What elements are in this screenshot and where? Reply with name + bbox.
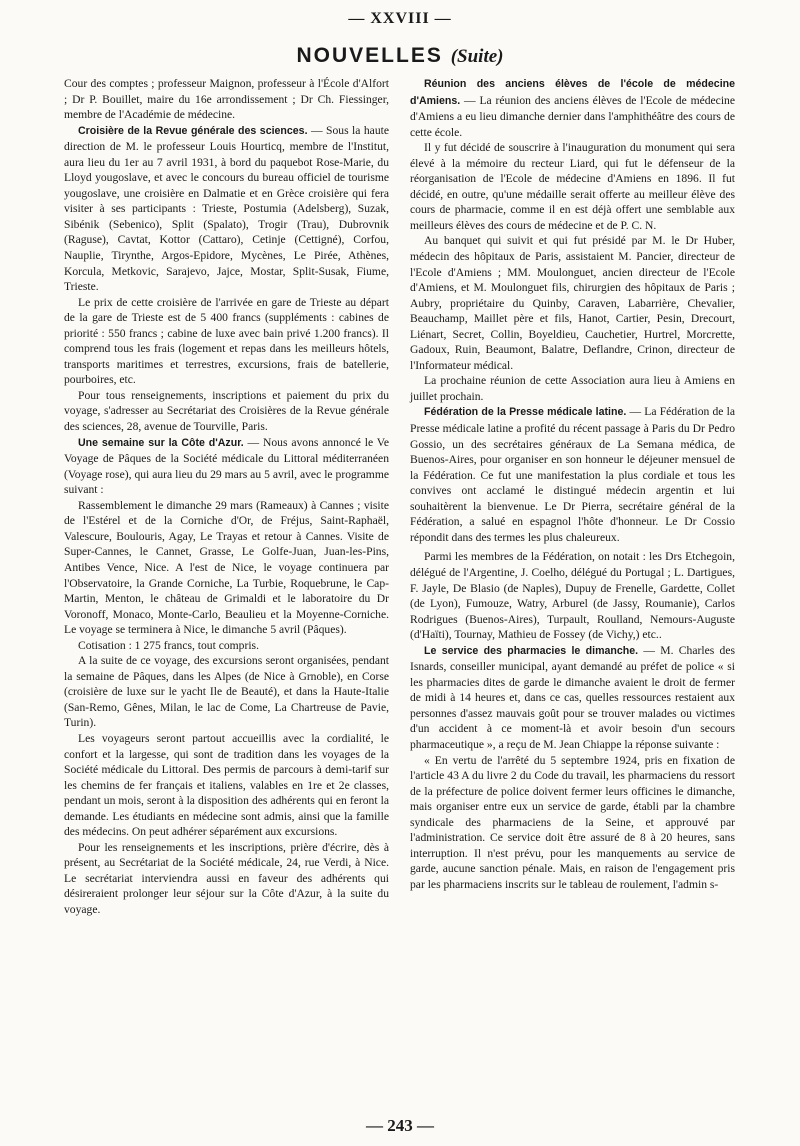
paragraph-inscriptions: Pour les renseignements et les inscriptions, prière d'écrire, dès à présent, au Secrétariat de la Société médicale, 24, rue Verdi, à Nice. Le secrétariat interviendra aussi en faveur des adhérents qui désireraient prolonger leur séjour sur la Côte d'Azur, à la suite du voyage.: [64, 840, 389, 916]
paragraph-voyageurs: Les voyageurs seront partout accueillis avec la cordialité, le confort et la largesse, qui sont de tradition dans les voyages de la Société médicale du Littoral. Des permis de parcours à demi-tarif sur les chemins de fer français et italiens, valables en 1re et 2e classes, pendant un mois, seront à la disposition des adhérents qui en feront la demande. Les étudiants en médecine sont admis, ainsi que la famille des médecins. On peut adhérer séparément aux excursions.: [64, 731, 389, 839]
rubric-semaine-cote-azur: Une semaine sur la Côte d'Azur.: [78, 436, 244, 449]
rubric-reunion-amiens: Réunion des anciens élèves de l'école de médecine d'Amiens.: [410, 78, 735, 107]
rubric-federation-presse: Fédération de la Presse médicale latine.: [424, 406, 627, 419]
paragraph-service-pharmacies: [410, 643, 735, 753]
semaine-text: — Nous avons annoncé le Ve Voyage de Pâques de la Société médicale du Littoral méditerranéen (Voyage rose), qui aura lieu du 29 mars au 5 avril, avec le programme suivant :: [64, 435, 389, 497]
paragraph-semaine: [64, 435, 389, 498]
page-roman-numeral: — XXVIII —: [348, 10, 452, 27]
paragraph-renseignements: Pour tous renseignements, inscriptions et paiement du prix du voyage, s'adresser au Secrétariat des Croisières de la Revue générale des sciences, 28, avenue de Tourville, Paris.: [64, 388, 389, 434]
paragraph-banquet: Au banquet qui suivit et qui fut présidé par M. le Dr Huber, médecin des hôpitaux de Paris, assistaient M. Pancier, directeur de l'Ecole d'Amiens ; MM. Moulonguet, ancien directeur de l'Ecole d'Amiens, et M. Moulonguet fils, chirurgien des hôpitaux de Paris ; Aubry, propriétaire du Quinby, Caraven, Labarrière, Chevalier, Beauchamp, Maillet père et fils, Hanot, Cartier, Pesin, Drecourt, Liénart, Secret, Collin, Boyeldieu, Cauchetier, Hurtrel, Morcrette, Gadoux, Ruin, Beaumont, Balatre, Deflandre, Crinon, directeur de l'Informateur médical.: [410, 234, 735, 372]
rubric-croisiere: Croisière de la Revue générale des sciences.: [78, 124, 308, 137]
rubric-service-pharmacies: Le service des pharmacies le dimanche.: [424, 644, 639, 657]
paragraph-cour-des-comptes: Cour des comptes ; professeur Maignon, professeur à l'École d'Alfort ; Dr P. Bouillet, maire du 16e arrondissement ; Dr Ch. Fiessinger, membre de l'Académie de médecine.: [64, 77, 389, 122]
section-title-main: NOUVELLES: [296, 44, 443, 67]
paragraph-federation: [410, 404, 735, 545]
paragraph-arrete: « En vertu de l'arrêté du 5 septembre 1924, pris en fixation de l'article 43 A du livre 2 du Code du travail, les pharmaciens du ressort de la préfecture de police doivent fermer leurs officines le dimanche, mais organiser entre eux un service de garde, établi par la chambre syndicale des pharmaciens de la Seine, et approuvé par l'administration. Ce service doit être assuré de 8 à 20 heures, sans interruption. Il n'est prévu, pour les manquements au service de garde, aucune sanction pénale. Mais, en raison de l'engagement pris par les pharmaciens inscrits sur le tableau de roulement, l'admin s-: [410, 753, 735, 891]
paragraph-croisiere: [64, 123, 389, 295]
croisiere-text: — Sous la haute direction de M. le professeur Louis Hourticq, membre de l'Institut, aura lieu du 1er au 7 avril 1931, à bord du paquebot Rose-Marie, du Lloyd yougoslave, et avec le concours du bureau officiel de tourisme yougoslave, une croisière en Dalmatie et en Grèce croisière qui fera visiter à ses participants : Trieste, Postumia (Adelsberg), Suzak, Sibénik (Sebenico), Split (Spalato), Trogir (Trau), Dubrovnik (Raguse), Cavtat, Kottor (Cattaro), Cetinje (Cettigné), Corfou, Nauplie, Tirynthe, Argos-Epidore, Mycènes, Le Pirée, Athènes, Korcula, Metkovic, Sarajevo, Jajce, Mostar, Split-Susak, Fiume, Trieste.: [64, 123, 389, 294]
reunion-text: — La réunion des anciens élèves de l'Ecole de médecine d'Amiens a eu lieu dimanche dernier dans l'amphithéâtre des cours de cette école.: [410, 93, 735, 139]
federation-text: — La Fédération de la Presse médicale latine a profité du récent passage à Paris du Dr Pedro Gossio, un des secrétaires généraux de La Semana médica, de Buenos-Aires, pour organiser en son honneur le déjeuner mensuel de la Fédération. Ce fut une manifestation la plus cordiale et tous les convives ont acclamé le distingué médecin argentin et lui souhaitèrent la bienvenue. Le Dr Pierra, secrétaire général de la Fédération, a salué en espagnol l'hôte d'honneur. Le Dr Cossio répondit dans des termes les plus chaleureux.: [410, 405, 736, 544]
section-title: [0, 44, 800, 68]
paragraph-prochaine-reunion: La prochaine réunion de cette Association aura lieu à Amiens en juillet prochain.: [410, 374, 735, 403]
left-column: [64, 76, 389, 918]
paragraph-prix: Le prix de cette croisière de l'arrivée en gare de Trieste au départ de la gare de Trieste est de 5 400 francs (suppléments : cabines de priorité : 550 francs ; cabine de luxe avec bain privé 1.200 francs). Il comprend tous les frais (logement et repas dans les meilleurs hôtels, transports maritimes et terrestres, excursions, frais de batellerie, pourboires, etc.: [64, 295, 389, 387]
paragraph-cotisation: Cotisation : 1 275 francs, tout compris.: [78, 638, 259, 652]
service-text: — M. Charles des Isnards, conseiller municipal, ayant demandé au préfet de police « si les pharmacies dites de garde le dimanche avaient le droit de fermer de midi à 14 heures et, dans ce cas, quelles ressources restaient aux personnes d'assez mauvais goût pour se trouver malades ou victimes d'un accident à ce moment-là et avoir besoin d'un secours pharmaceutique », a reçu de M. Jean Chiappe la réponse suivante :: [410, 643, 735, 751]
paragraph-reunion: [410, 76, 735, 140]
paragraph-membres: Parmi les membres de la Fédération, on notait : les Drs Etchegoin, délégué de l'Argentine, J. Coelho, délégué du Portugal ; L. Dartigues, F. Jayle, De Blasio (de Naples), Dupuy de Frenelle, Gardette, Collet (de Lyon), Fumouze, Watry, Arburel (de Jassy, Roumanie), Carlos Rodrigues (Buenos-Aires), Turpault, Roulland, Nemours-Auguste (d'Haïti), Tournay, Mathieu de Fossey (de Vichy,) etc..: [410, 550, 735, 642]
right-column: [410, 76, 735, 892]
section-title-suite: (Suite): [450, 46, 504, 67]
paragraph-souscrire: Il y fut décidé de souscrire à l'inauguration du monument qui sera élevé à la mémoire du recteur Liard, qui fut le défenseur de la réorganisation de l'Ecole de médecine d'Amiens en 1896. Il fut décidé, en outre, qu'une médaille serait offerte au meilleur élève des cours de pharmacie, comme il en est déjà offert une semblable aux meilleurs élèves des cours de médecine et de P. C. N.: [410, 141, 735, 232]
page-number: — 243 —: [366, 1116, 434, 1135]
paragraph-excursions: A la suite de ce voyage, des excursions seront organisées, pendant la semaine de Pâques, dans les Alpes (de Nice à Grnoble), en Corse (croisière de luxe sur le yacht Ile de Beauté), et dans la Haute-Italie (San-Remo, Gênes, Milan, le lac de Come, La Chartreuse de Pavie, Turin).: [64, 654, 389, 730]
paragraph-rassemblement: Rassemblement le dimanche 29 mars (Rameaux) à Cannes ; visite de l'Estérel et de la Corniche d'Or, de Fréjus, Saint-Raphaël, Valescure, Boulouris, Agay, Le Trayas et retour à Cannes. Visite de Super-Cannes, le Cannet, Grasse, Le Golfe-Juan, Juan-les-Pins, Antibes Vence, Nice. A l'est de Nice, le voyage continuera par l'Observatoire, la Grande Corniche, La Turbie, Roquebrune, le Cap-Martin, Menton, le château de Grimaldi et le laboratoire du Dr Voronoff, Monaco, Monte-Carlo, Beaulieu et la Moyenne-Corniche. Le voyage se terminera à Nice, le dimanche 5 avril (Pâques).: [64, 498, 389, 637]
